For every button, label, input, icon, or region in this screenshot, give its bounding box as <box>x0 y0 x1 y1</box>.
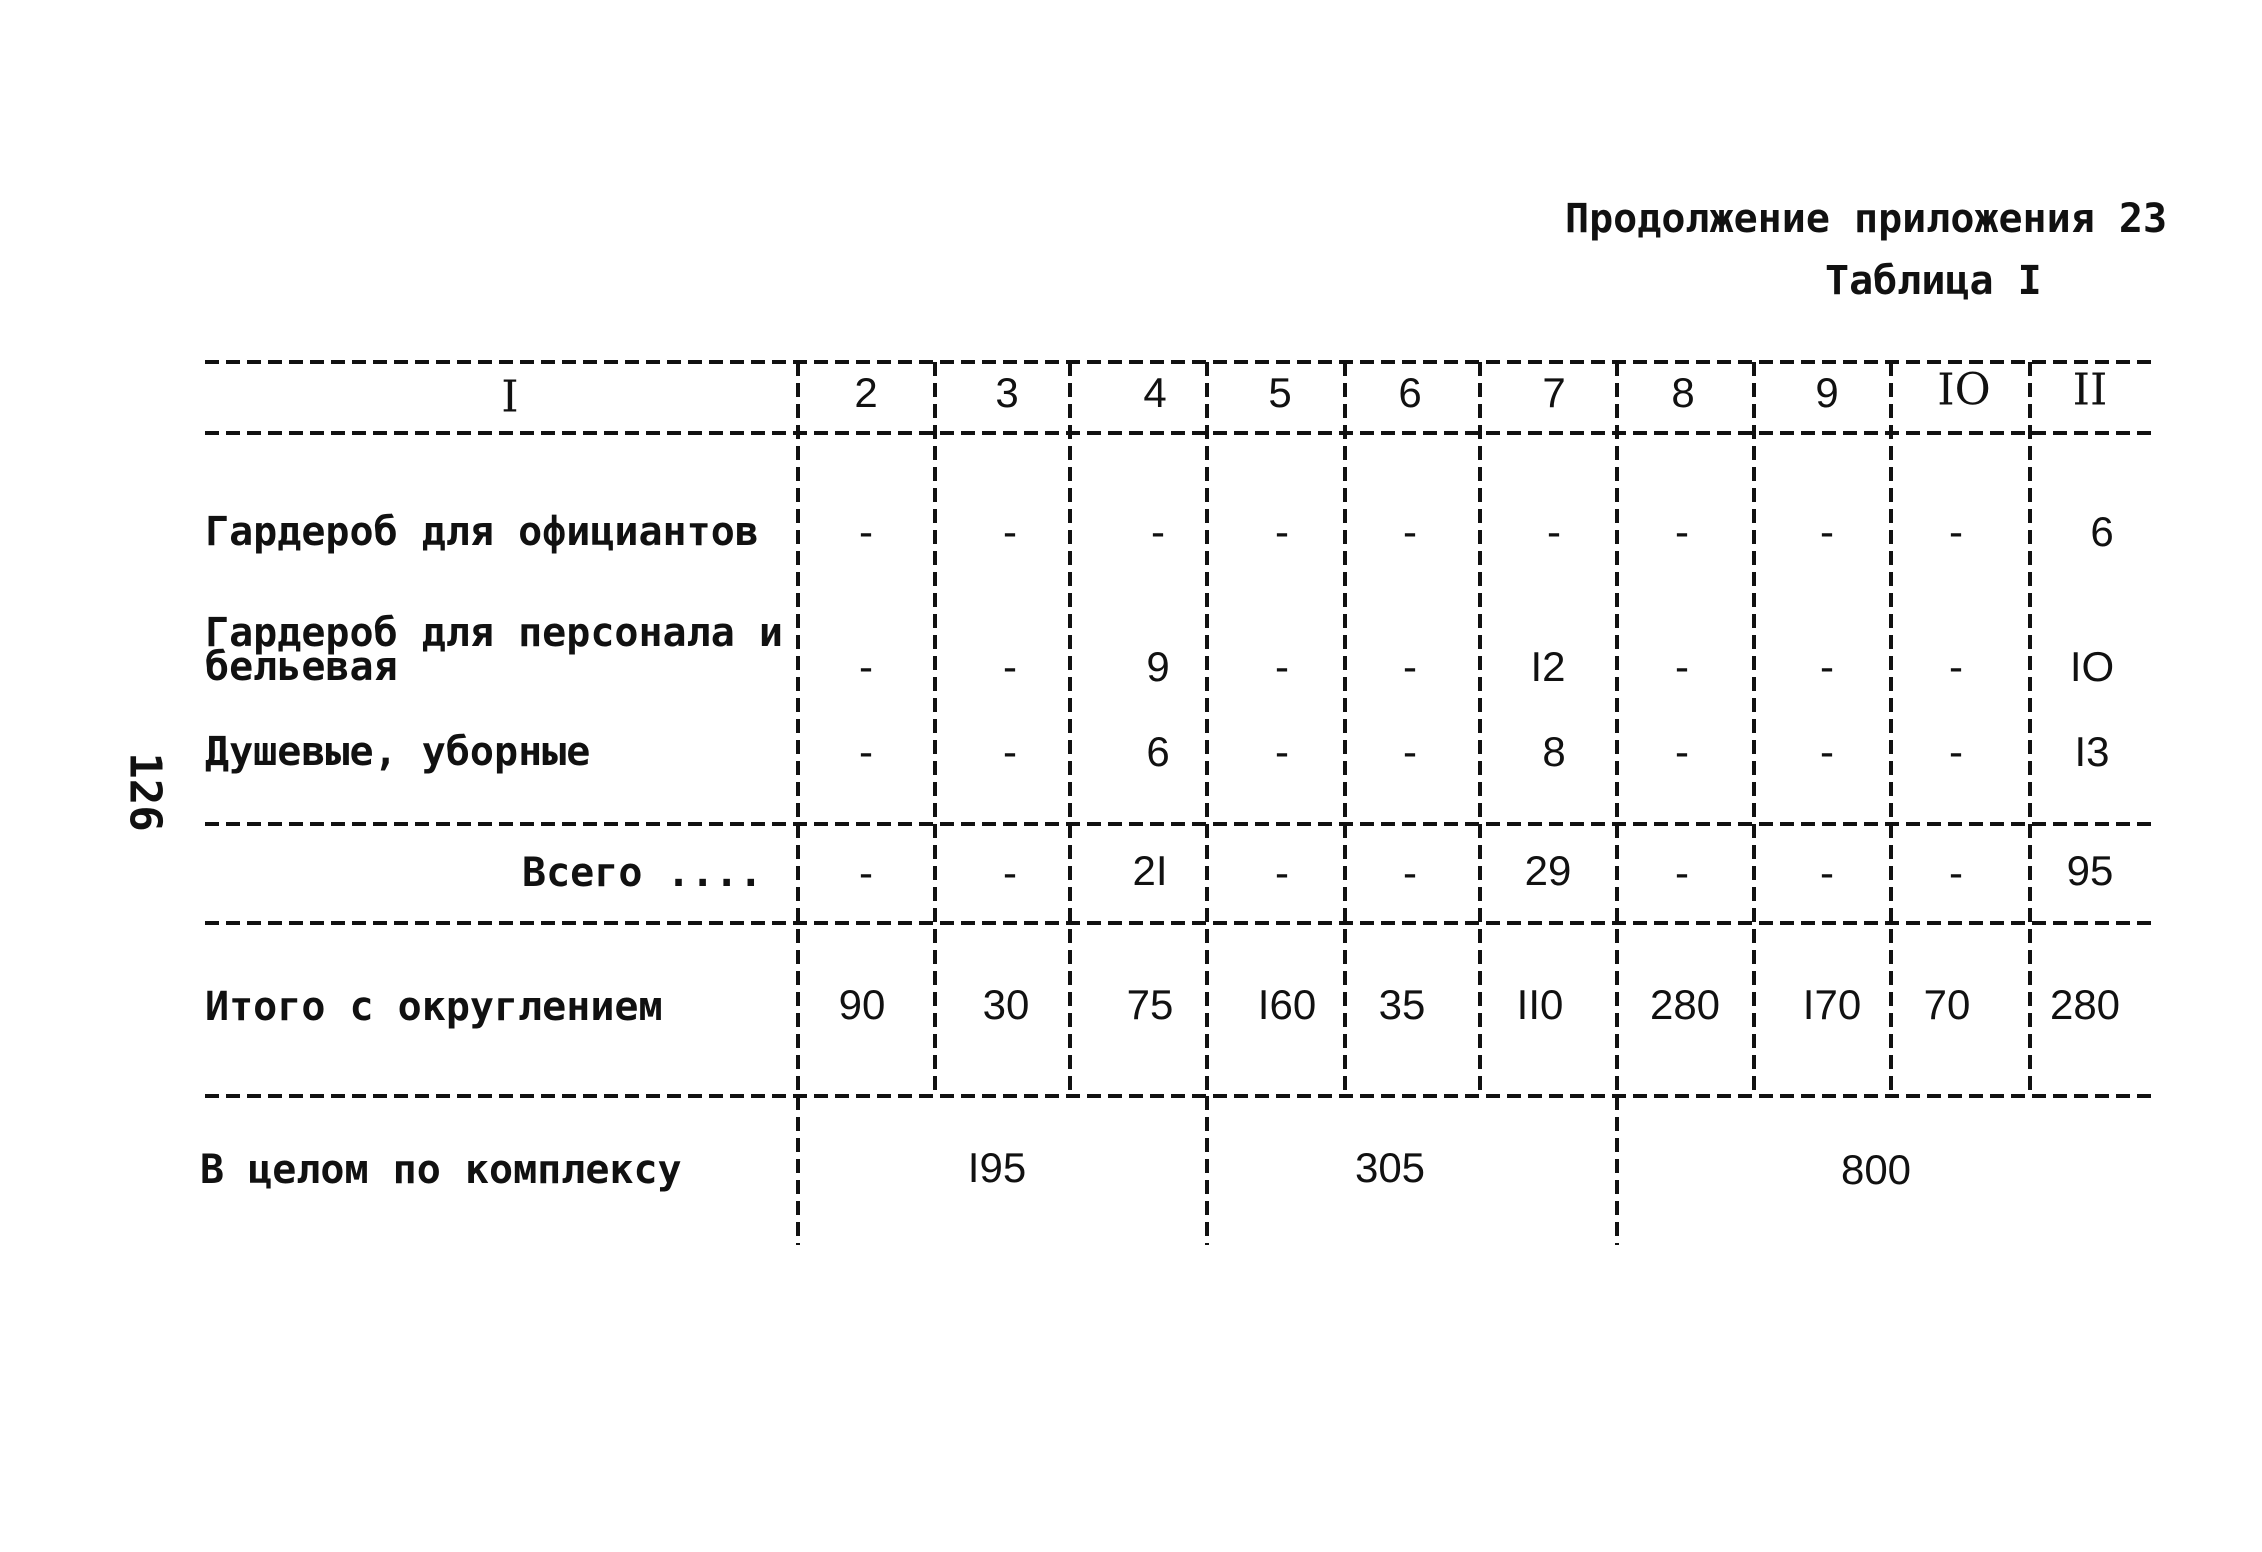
table-cell: 2I <box>1132 847 1168 894</box>
column-header-2: 2 <box>854 369 878 416</box>
table-cell: - <box>1275 849 1289 896</box>
table-cell: 29 <box>1524 847 1572 894</box>
table-cell: - <box>859 849 873 896</box>
table-cell: - <box>1547 508 1561 555</box>
table-cell: - <box>1675 508 1689 555</box>
table-cell: - <box>1820 643 1834 690</box>
table-cell: - <box>1949 508 1963 555</box>
table-cell: - <box>859 728 873 775</box>
row-label: Душевые, уборные <box>205 729 591 775</box>
table-cell: 30 <box>982 981 1030 1028</box>
row-label-line2: бельевая <box>205 644 398 690</box>
column-header-3: 3 <box>995 369 1019 416</box>
table-label: Таблица I <box>1825 258 2042 304</box>
table-cell: - <box>1151 508 1165 555</box>
column-header-6: 6 <box>1398 369 1422 416</box>
table-cell: 6 <box>2090 508 2114 555</box>
table-cell: 305 <box>1354 1144 1426 1191</box>
column-header-10: IO <box>1937 364 1991 416</box>
table-cell: 95 <box>2066 847 2114 894</box>
grand-total-label: Итого с округлением <box>205 984 663 1030</box>
column-header-4: 4 <box>1143 369 1167 416</box>
complex-total-label: В целом по комплексу <box>200 1147 682 1193</box>
column-header-1: I <box>501 371 519 423</box>
table-cell: 35 <box>1378 981 1426 1028</box>
continuation-heading: Продолжение приложения 23 <box>1565 196 2168 242</box>
table-cell: IO <box>2069 643 2115 690</box>
table-cell: I3 <box>2074 728 2110 775</box>
column-header-9: 9 <box>1815 369 1839 416</box>
column-header-7: 7 <box>1542 369 1566 416</box>
table-cell: 70 <box>1923 981 1971 1028</box>
table-cell: 9 <box>1146 643 1170 690</box>
table-cell: - <box>859 508 873 555</box>
table-cell: 280 <box>2049 981 2121 1028</box>
table-cell: - <box>1949 643 1963 690</box>
table-cell: - <box>1949 849 1963 896</box>
total-label: Всего .... <box>522 850 763 896</box>
table-cell: - <box>1403 643 1417 690</box>
table-cell: I70 <box>1802 981 1862 1028</box>
table-cell: I95 <box>967 1144 1027 1191</box>
table-cell: - <box>1003 643 1017 690</box>
table-cell: - <box>1003 849 1017 896</box>
column-header-8: 8 <box>1671 369 1695 416</box>
table-cell: - <box>1275 643 1289 690</box>
table-cell: 75 <box>1126 981 1174 1028</box>
table-cell: - <box>1275 728 1289 775</box>
table-cell: - <box>1675 849 1689 896</box>
row-label: Гардероб для официантов <box>205 509 759 555</box>
table-cell: 280 <box>1649 981 1721 1028</box>
table-cell: - <box>1003 728 1017 775</box>
table-cell: - <box>1675 643 1689 690</box>
table-cell: - <box>1403 508 1417 555</box>
table-cell: 800 <box>1840 1146 1912 1193</box>
table-cell: 90 <box>838 981 886 1028</box>
table-cell: - <box>1820 849 1834 896</box>
table-cell: - <box>1949 728 1963 775</box>
table-cell: - <box>1003 508 1017 555</box>
table-cell: II0 <box>1516 981 1564 1028</box>
row-label-line1: Гардероб для персонала и <box>205 610 783 656</box>
table-cell: - <box>1403 728 1417 775</box>
table-cell: - <box>1820 508 1834 555</box>
table-cell: - <box>1820 728 1834 775</box>
table-cell: - <box>1675 728 1689 775</box>
table-cell: I2 <box>1530 643 1566 690</box>
page-number: 126 <box>119 752 171 832</box>
table-cell: - <box>859 643 873 690</box>
table-cell: 8 <box>1542 728 1566 775</box>
column-header-11: II <box>2072 364 2108 416</box>
table-cell: - <box>1403 849 1417 896</box>
row-label <box>205 610 783 690</box>
table-cell: 6 <box>1146 728 1170 775</box>
table-cell: - <box>1275 508 1289 555</box>
table-cell: I60 <box>1257 981 1317 1028</box>
column-header-5: 5 <box>1268 369 1292 416</box>
